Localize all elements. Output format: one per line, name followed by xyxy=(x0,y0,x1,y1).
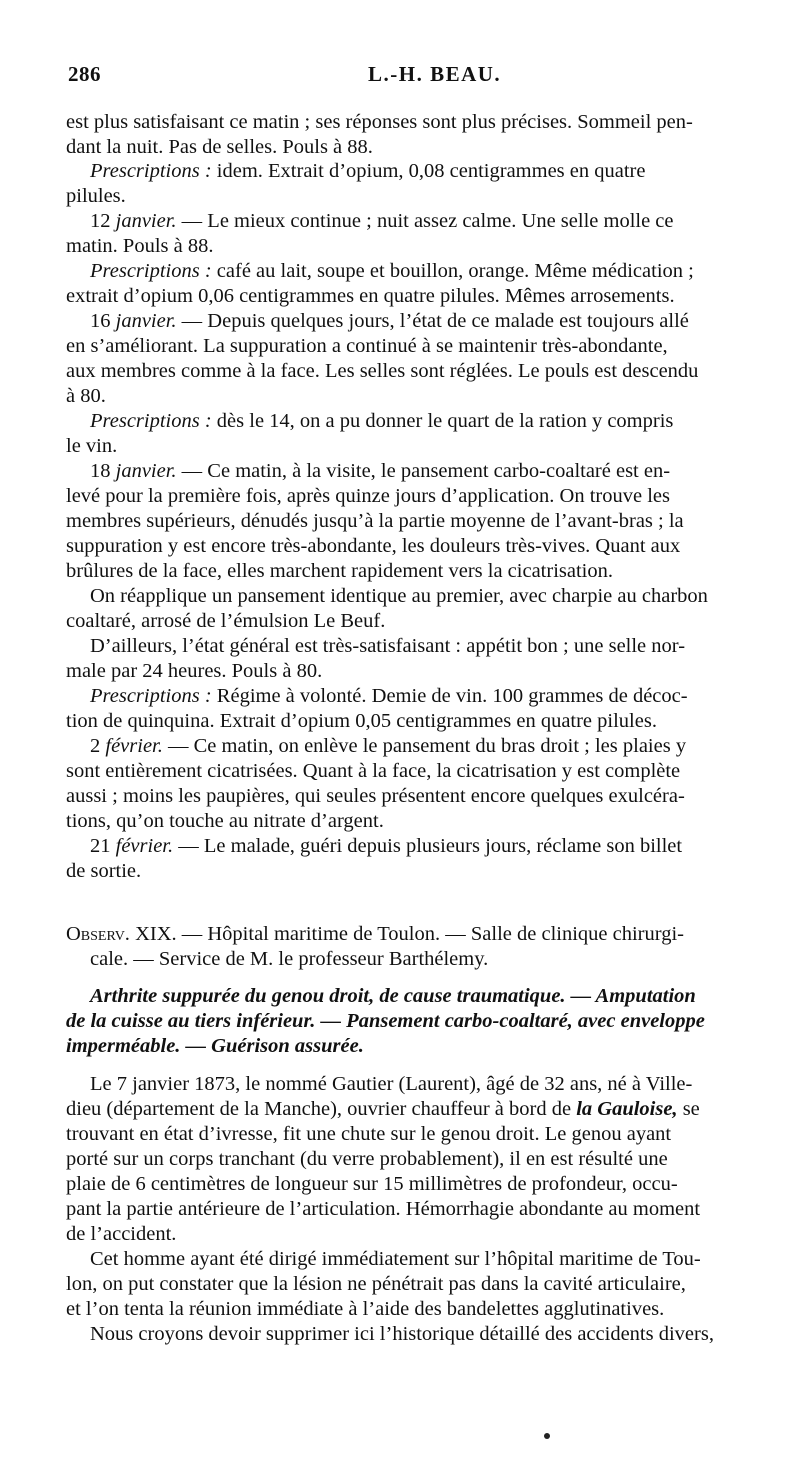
text-line: Le 7 janvier 1873, le nommé Gautier (Laurent), âgé de 32 ans, né à Ville- xyxy=(90,1073,693,1095)
text-line: 2 février. — Ce matin, on enlève le pansement du bras droit ; les plaies y xyxy=(90,735,687,757)
running-title: L.-H. BEAU. xyxy=(368,62,502,86)
text-line: le vin. xyxy=(66,435,118,457)
text-line: Cet homme ayant été dirigé immédiatement sur l’hôpital maritime de Tou- xyxy=(90,1248,701,1270)
text-line: extrait d’opium 0,06 centigrammes en quatre pilules. Mêmes arrosements. xyxy=(66,285,675,307)
text-line: levé pour la première fois, après quinze jours d’application. On trouve les xyxy=(66,485,670,507)
text-line: pilules. xyxy=(66,185,126,207)
text-line: Prescriptions : dès le 14, on a pu donner le quart de la ration y compris xyxy=(90,410,674,432)
text-line: Prescriptions : café au lait, soupe et bouillon, orange. Même médication ; xyxy=(90,260,694,282)
text-line: Nous croyons devoir supprimer ici l’historique détaillé des accidents divers, xyxy=(90,1323,714,1345)
text-line: à 80. xyxy=(66,385,106,407)
text-line: membres supérieurs, dénudés jusqu’à la partie moyenne de l’avant-bras ; la xyxy=(66,510,684,532)
text-line: 12 janvier. — Le mieux continue ; nuit assez calme. Une selle molle ce xyxy=(90,210,674,232)
text-line: en s’améliorant. La suppuration a continué à se maintenir très-abondante, xyxy=(66,335,668,357)
page-number: 286 xyxy=(68,62,101,86)
text-line: 21 février. — Le malade, guéri depuis plusieurs jours, réclame son billet xyxy=(90,835,683,857)
text-line: 18 janvier. — Ce matin, à la visite, le pansement carbo-coaltaré est en- xyxy=(90,460,671,482)
text-line: dieu (département de la Manche), ouvrier chauffeur à bord de la Gauloise, se xyxy=(66,1098,700,1120)
observation-heading: Observ. XIX. — Hôpital maritime de Toulon. — Salle de clinique chirurgi- xyxy=(66,923,684,945)
text-line: de sortie. xyxy=(66,860,142,882)
text-line: Prescriptions : idem. Extrait d’opium, 0,08 centigrammes en quatre xyxy=(90,160,646,182)
text-line: dant la nuit. Pas de selles. Pouls à 88. xyxy=(66,136,373,158)
text-line: 16 janvier. — Depuis quelques jours, l’état de ce malade est toujours allé xyxy=(90,310,689,332)
text-line: sont entièrement cicatrisées. Quant à la face, la cicatrisation y est complète xyxy=(66,760,681,782)
text-line: On réapplique un pansement identique au premier, avec charpie au charbon xyxy=(90,585,708,607)
ink-spot xyxy=(544,1433,550,1439)
text-line: tion de quinquina. Extrait d’opium 0,05 centigrammes en quatre pilules. xyxy=(66,710,657,732)
observation-heading: cale. — Service de M. le professeur Barthélemy. xyxy=(90,948,489,970)
text-line: plaie de 6 centimètres de longueur sur 15 millimètres de profondeur, occu- xyxy=(66,1173,678,1195)
case-summary: de la cuisse au tiers inférieur. — Pansement carbo-coaltaré, avec enveloppe xyxy=(66,1010,705,1032)
text-line: trouvant en état d’ivresse, fit une chute sur le genou droit. Le genou ayant xyxy=(66,1123,672,1145)
text-line: aux membres comme à la face. Les selles sont réglées. Le pouls est descendu xyxy=(66,360,699,382)
text-line: de l’accident. xyxy=(66,1223,177,1245)
text-line: male par 24 heures. Pouls à 80. xyxy=(66,660,323,682)
text-line: porté sur un corps tranchant (du verre probablement), il en est résulté une xyxy=(66,1148,668,1170)
text-line: est plus satisfaisant ce matin ; ses réponses sont plus précises. Sommeil pen- xyxy=(66,111,693,133)
text-line: pant la partie antérieure de l’articulation. Hémorrhagie abondante au moment xyxy=(66,1198,701,1220)
text-line: coaltaré, arrosé de l’émulsion Le Beuf. xyxy=(66,610,386,632)
text-line: Prescriptions : Régime à volonté. Demie de vin. 100 grammes de décoc- xyxy=(90,685,688,707)
page-header xyxy=(68,62,728,96)
text-line: brûlures de la face, elles marchent rapidement vers la cicatrisation. xyxy=(66,560,613,582)
text-line: D’ailleurs, l’état général est très-satisfaisant : appétit bon ; une selle nor- xyxy=(90,635,686,657)
case-summary: Arthrite suppurée du genou droit, de cause traumatique. — Amputation xyxy=(90,985,696,1007)
text-line: tions, qu’on touche au nitrate d’argent. xyxy=(66,810,384,832)
text-line: aussi ; moins les paupières, qui seules présentent encore quelques exulcéra- xyxy=(66,785,685,807)
case-summary: imperméable. — Guérison assurée. xyxy=(66,1035,364,1057)
text-line: et l’on tenta la réunion immédiate à l’aide des bandelettes agglutinatives. xyxy=(66,1298,665,1320)
text-line: lon, on put constater que la lésion ne pénétrait pas dans la cavité articulaire, xyxy=(66,1273,686,1295)
text-line: matin. Pouls à 88. xyxy=(66,235,214,257)
text-line: suppuration y est encore très-abondante, les douleurs très-vives. Quant aux xyxy=(66,535,681,557)
